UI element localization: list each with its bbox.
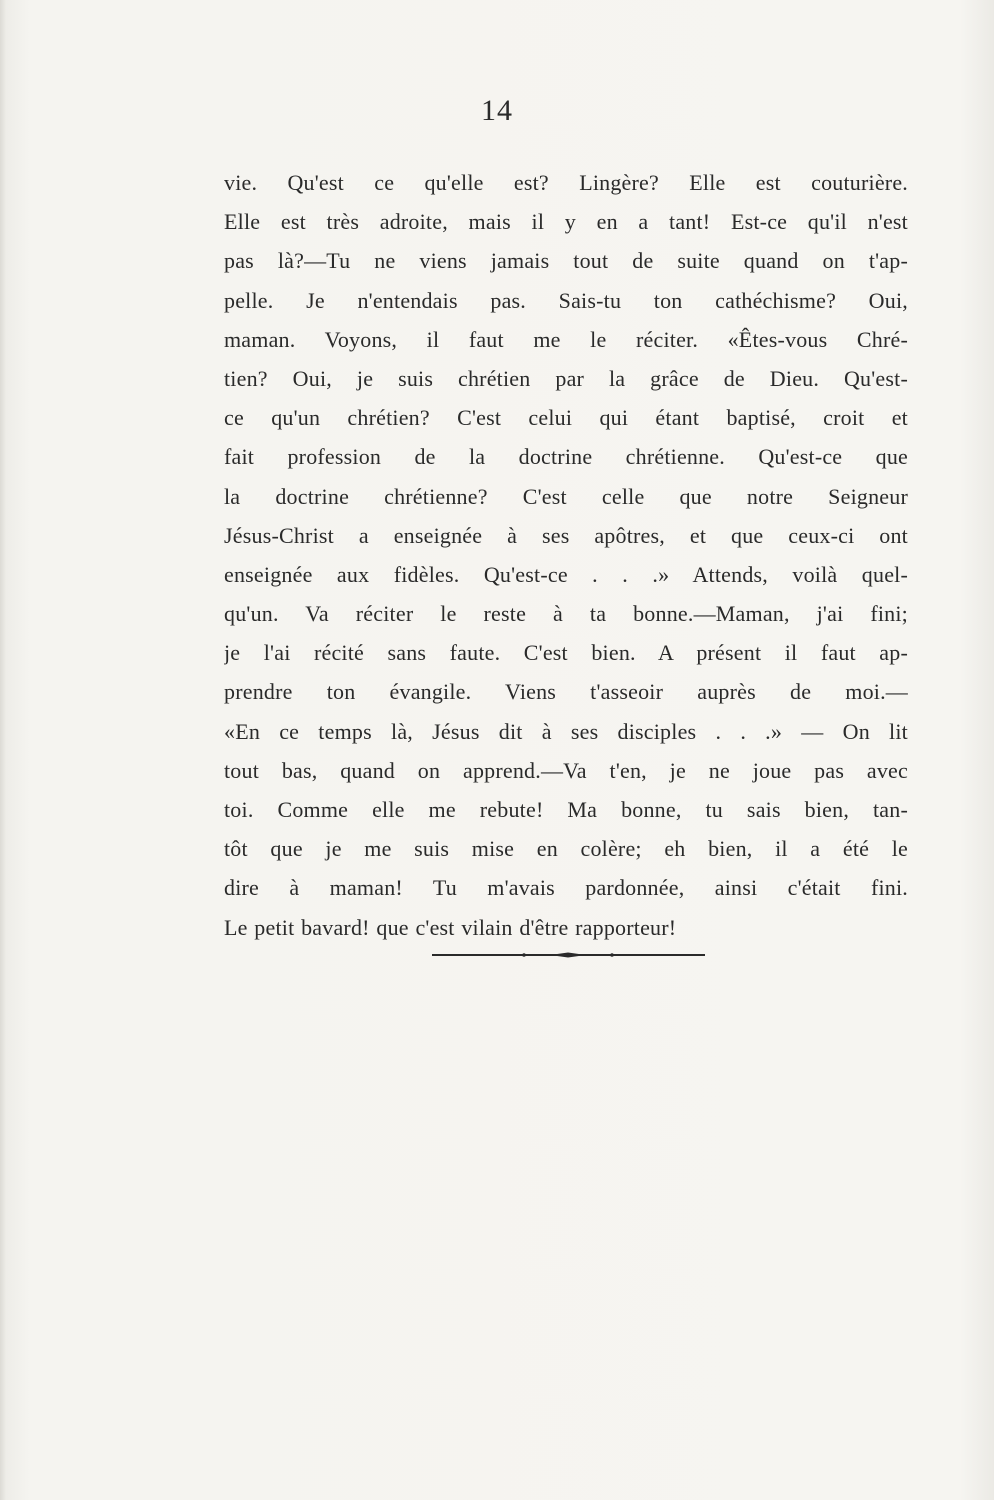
text-line: maman. Voyons, il faut me le réciter. «Êtes-vous Chré-: [224, 326, 908, 352]
text-line: Jésus-Christ a enseignée à ses apôtres, et que ceux-ci ont: [224, 522, 908, 548]
text-line: tôt que je me suis mise en colère; eh bien, il a été le: [224, 836, 908, 862]
page-number: 14: [481, 94, 513, 127]
page-edge-shadow: [0, 0, 6, 1500]
text-line: toi. Comme elle me rebute! Ma bonne, tu sais bien, tan-: [224, 797, 908, 822]
text-line: ce qu'un chrétien? C'est celui qui étant baptisé, croit et: [224, 405, 908, 431]
text-line: dire à maman! Tu m'avais pardonnée, ainsi c'était fini.: [224, 875, 908, 901]
text-line: Elle est très adroite, mais il y en a tant! Est-ce qu'il n'est: [224, 209, 908, 235]
text-line: la doctrine chrétienne? C'est celle que notre Seigneur: [224, 483, 908, 509]
text-line: tien? Oui, je suis chrétien par la grâce de Dieu. Qu'est-: [224, 365, 908, 391]
text-line: Le petit bavard! que c'est vilain d'être rapporteur!: [224, 914, 677, 940]
text-line: prendre ton évangile. Viens t'asseoir auprès de moi.—: [224, 679, 908, 705]
text-line: pas là?—Tu ne viens jamais tout de suite quand on t'ap-: [224, 248, 908, 274]
text-line: enseignée aux fidèles. Qu'est-ce . . .» Attends, voilà quel-: [224, 561, 908, 587]
text-line: pelle. Je n'entendais pas. Sais-tu ton cathéchisme? Oui,: [224, 287, 908, 313]
ornamental-rule: [432, 951, 705, 959]
body-text: [224, 163, 908, 947]
text-line: «En ce temps là, Jésus dit à ses disciples . . .» — On lit: [224, 718, 908, 744]
text-line: vie. Qu'est ce qu'elle est? Lingère? Elle est couturière.: [224, 170, 908, 195]
text-line: tout bas, quand on apprend.—Va t'en, je ne joue pas avec: [224, 757, 908, 783]
text-line: je l'ai récité sans faute. C'est bien. A présent il faut ap-: [224, 640, 908, 666]
text-line: fait profession de la doctrine chrétienne. Qu'est-ce que: [224, 444, 908, 470]
text-line: qu'un. Va réciter le reste à ta bonne.—Maman, j'ai fini;: [224, 601, 908, 627]
